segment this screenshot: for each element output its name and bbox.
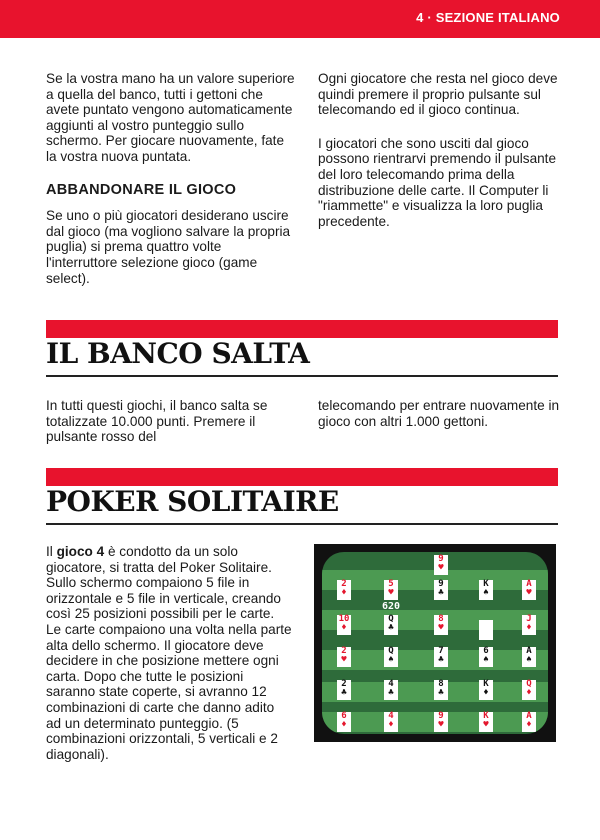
card-rank: Q (526, 679, 532, 689)
playing-card (479, 647, 493, 667)
screen-score: 620 (382, 601, 401, 612)
poker-paragraph (46, 544, 292, 762)
playing-card (522, 647, 536, 667)
playing-card (522, 712, 536, 732)
playing-card (522, 680, 536, 700)
card-suit-icon: ♥ (438, 563, 444, 573)
playing-card (384, 647, 398, 667)
card-rank: 8 (438, 614, 444, 624)
card-suit-icon: ♥ (341, 655, 347, 665)
playing-card (434, 680, 448, 700)
poker-title: POKER SOLITAIRE (46, 485, 339, 518)
section-header: 4 · SEZIONE ITALIANO (416, 10, 560, 25)
card-rank: 10 (338, 614, 350, 624)
intro-left-column (46, 71, 296, 286)
card-rank: 7 (438, 646, 444, 656)
poker-left-column (46, 544, 292, 762)
banco-paragraph-right: telecomando per entrare nuovamente in gioco con altri 1.000 gettoni. (318, 398, 560, 429)
intro-paragraph-2: Se uno o più giocatori desiderano uscire dal gioco (ma vogliono salvare la propria puglia) si prema quattro volte l'interruttore selezione gioco (game select). (46, 208, 291, 286)
playing-card (522, 580, 536, 600)
card-suit-icon: ♠ (483, 655, 489, 665)
banco-paragraph-left: In tutti questi giochi, il banco salta se totalizzate 10.000 punti. Premere il pulsante rosso del (46, 398, 268, 445)
playing-card (479, 580, 493, 600)
card-suit-icon: ♥ (526, 588, 532, 598)
playing-card (434, 580, 448, 600)
card-rank: 9 (438, 579, 444, 589)
intro-right-column (318, 71, 563, 229)
card-suit-icon: ♦ (341, 588, 347, 598)
poker-pre: Il (46, 544, 57, 559)
banco-rule (46, 375, 558, 377)
card-rank: 8 (438, 679, 444, 689)
card-suit-icon: ♦ (388, 720, 394, 730)
playing-card (434, 647, 448, 667)
card-suit-icon: ♠ (388, 655, 394, 665)
playing-card (522, 615, 536, 635)
card-suit-icon: ♣ (388, 623, 394, 633)
playing-card (384, 680, 398, 700)
card-rank: 6 (341, 711, 347, 721)
playing-card (434, 615, 448, 635)
card-suit-icon: ♦ (526, 688, 532, 698)
banco-right-column (318, 398, 563, 429)
playing-card (337, 712, 351, 732)
playing-card (384, 712, 398, 732)
empty-card-slot (479, 620, 493, 640)
poker-post: è condotto da un solo giocatore, si tratta del Poker Solitaire. Sullo schermo compaiono 5 file in orizzontale e 5 file in verticale, creando così 25 posizioni possibili per le carte. Le carte compaiono una volta nella parte alta dello schermo. Il giocatore deve decidere in che posizione mettere ogni carta. Dopo che tutte le posizioni saranno state coperte, si avranno 12 combinazioni di carte che danno adito ad un determinato punteggio. (5 combinazioni orizzontali, 5 verticali e 2 diagonali). (46, 544, 292, 762)
playing-card (479, 680, 493, 700)
card-suit-icon: ♠ (483, 588, 489, 598)
poker-game-number: gioco 4 (56, 544, 105, 559)
card-rank: Q (388, 646, 394, 656)
card-rank: 2 (341, 646, 347, 656)
card-rank: 5 (388, 579, 394, 589)
playing-card (479, 712, 493, 732)
card-rank: 4 (388, 679, 394, 689)
crt-display (322, 552, 548, 734)
card-suit-icon: ♣ (438, 588, 444, 598)
playing-card (337, 647, 351, 667)
banco-red-band (46, 320, 558, 338)
card-rank: 9 (438, 711, 444, 721)
card-rank: 2 (341, 579, 347, 589)
card-rank: 9 (438, 554, 444, 564)
playing-card (337, 680, 351, 700)
card-rank: J (526, 614, 532, 624)
banco-left-column (46, 398, 296, 445)
card-rank: Q (388, 614, 394, 624)
playing-card (337, 580, 351, 600)
poker-red-band (46, 468, 558, 486)
playing-card (434, 555, 448, 575)
intro-paragraph-4: I giocatori che sono usciti dal gioco possono rientrarvi premendo il pulsante del loro telecomando prima della distribuzione delle carte. Il Computer li "riammette" e visualizza la loro puglia precedente. (318, 135, 557, 229)
card-suit-icon: ♥ (388, 588, 394, 598)
playing-card (384, 615, 398, 635)
subheading-abbandonare: ABBANDONARE IL GIOCO (46, 181, 237, 198)
card-rank: 6 (483, 646, 489, 656)
card-suit-icon: ♥ (438, 720, 444, 730)
card-rank: A (526, 711, 532, 721)
card-suit-icon: ♥ (483, 720, 489, 730)
banco-title: IL BANCO SALTA (46, 337, 310, 370)
card-rank: 4 (388, 711, 394, 721)
card-rank: K (483, 711, 489, 721)
intro-paragraph-1: Se la vostra mano ha un valore superiore a quella del banco, tutti i gettoni che avete puntato vengono automaticamente aggiunti al vostro punteggio sullo schermo. Per giocare nuovamente, fate la vostra nuova puntata. (46, 71, 295, 164)
tv-screenshot (314, 544, 556, 742)
card-suit-icon: ♥ (438, 623, 444, 633)
playing-card (337, 615, 351, 635)
card-suit-icon: ♦ (526, 623, 532, 633)
card-suit-icon: ♣ (438, 688, 444, 698)
card-suit-icon: ♣ (341, 688, 347, 698)
playing-card (384, 580, 398, 600)
card-rank: K (483, 679, 489, 689)
card-suit-icon: ♦ (341, 720, 347, 730)
card-suit-icon: ♣ (388, 688, 394, 698)
playing-card (434, 712, 448, 732)
card-rank: A (526, 646, 532, 656)
card-rank: K (483, 579, 489, 589)
poker-rule (46, 523, 558, 525)
card-rank: 2 (341, 679, 347, 689)
card-suit-icon: ♠ (526, 655, 532, 665)
header-bar (0, 0, 600, 38)
card-suit-icon: ♦ (526, 720, 532, 730)
card-suit-icon: ♦ (341, 623, 347, 633)
intro-paragraph-3: Ogni giocatore che resta nel gioco deve quindi premere il proprio pulsante sul telecomando ed il gioco continua. (318, 71, 558, 118)
card-suit-icon: ♣ (438, 655, 444, 665)
card-suit-icon: ♦ (483, 688, 489, 698)
card-rank: A (526, 579, 532, 589)
